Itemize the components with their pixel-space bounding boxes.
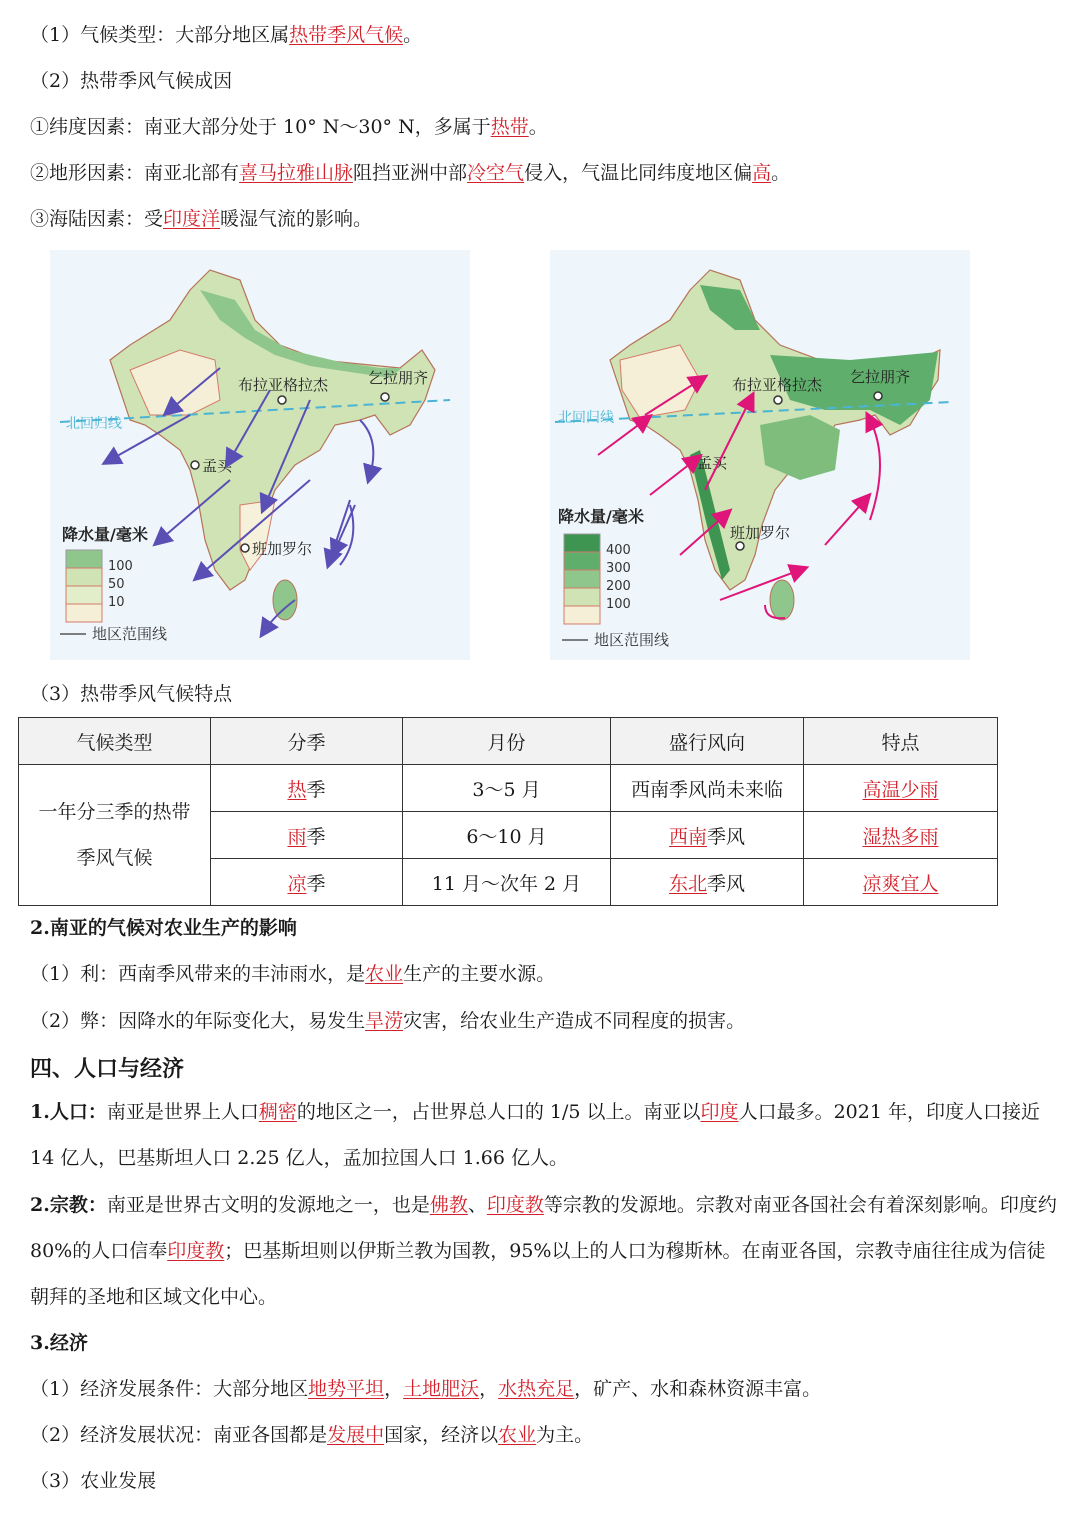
answer-blank: 旱涝 xyxy=(365,1010,404,1032)
economy-title: 3.经济 xyxy=(30,1332,88,1354)
agri-con: （2）弊：因降水的年际变化大，易发生旱涝灾害，给农业生产造成不同程度的损害。 xyxy=(30,1010,746,1032)
legend-value: 200 xyxy=(606,579,631,594)
precipitation-maps xyxy=(50,250,1030,670)
city-marker xyxy=(241,544,249,552)
answer-blank: 热带 xyxy=(490,116,529,138)
economy-conditions: （1）经济发展条件：大部分地区地势平坦，土地肥沃，水热充足，矿产、水和森林资源丰富。 xyxy=(30,1378,822,1400)
agri-pro: （1）利：西南季风带来的丰沛雨水，是农业生产的主要水源。 xyxy=(30,963,556,985)
place-label: 乞拉朋齐 xyxy=(850,368,911,386)
boundary-label: 地区范围线 xyxy=(594,631,670,649)
agri-section-title: 2.南亚的气候对农业生产的影响 xyxy=(30,917,297,939)
answer-blank: 高 xyxy=(752,162,772,184)
maps-svg xyxy=(50,250,1030,670)
season-cell: 雨季 xyxy=(211,812,403,859)
city-marker xyxy=(736,542,744,550)
causes-title: （2）热带季风气候成因 xyxy=(30,70,233,92)
answer-blank: 热带季风气候 xyxy=(289,24,404,46)
wind-cell: 东北季风 xyxy=(611,859,804,906)
legend-value: 300 xyxy=(606,561,631,576)
city-marker xyxy=(191,461,199,469)
climate-features-table xyxy=(18,717,998,906)
table-header: 分季 xyxy=(211,718,403,765)
wind-cell: 西南季风尚未来临 xyxy=(611,765,804,812)
city-marker xyxy=(874,392,882,400)
place-label: 乞拉朋齐 xyxy=(368,369,429,387)
climate-type-cell: 一年分三季的热带 季风气候 xyxy=(19,765,211,906)
wind-cell: 西南季风 xyxy=(611,812,804,859)
season-cell: 凉季 xyxy=(211,859,403,906)
legend-swatch xyxy=(564,588,600,606)
legend-swatch xyxy=(66,586,102,604)
legend-swatch xyxy=(66,604,102,622)
city-marker xyxy=(381,393,389,401)
city-marker xyxy=(278,396,286,404)
place-label: 孟买 xyxy=(697,454,728,472)
table-header-row xyxy=(19,718,998,765)
legend-title: 降水量/毫米 xyxy=(558,507,644,526)
economy-status: （2）经济发展状况：南亚各国都是发展中国家，经济以农业为主。 xyxy=(30,1424,594,1446)
answer-blank: 印度洋 xyxy=(163,208,221,230)
boundary-label: 地区范围线 xyxy=(92,625,168,643)
legend-value: 50 xyxy=(108,577,125,592)
place-label: 布拉亚格拉杰 xyxy=(238,376,329,394)
religion-paragraph: 2.宗教：南亚是世界古文明的发源地之一，也是佛教、印度教等宗教的发源地。宗教对南亚各国社会有着深刻影响。印度约 80%的人口信奉印度教；巴基斯坦则以伊斯兰教为国教，95%以上的人口为穆斯林。在南亚各国，宗教寺庙往往成为信徒朝拜的圣地和区域文化中心。 xyxy=(30,1194,1057,1308)
feature-cell: 湿热多雨 xyxy=(804,812,998,859)
answer-blank: 喜马拉雅山脉 xyxy=(239,162,354,184)
table-header: 月份 xyxy=(403,718,611,765)
table-header: 气候类型 xyxy=(19,718,211,765)
months-cell: 6～10 月 xyxy=(403,812,611,859)
agri-development-title: （3）农业发展 xyxy=(30,1470,157,1492)
latitude-factor: ①纬度因素：南亚大部分处于 10° N～30° N，多属于热带。 xyxy=(30,116,548,138)
sea-land-factor: ③海陆因素：受印度洋暖湿气流的影响。 xyxy=(30,208,373,230)
legend-value: 10 xyxy=(108,595,125,610)
tropic-label: 北回归线 xyxy=(558,410,614,426)
legend-swatch xyxy=(564,552,600,570)
terrain-factor: ②地形因素：南亚北部有喜马拉雅山脉阻挡亚洲中部冷空气侵入，气温比同纬度地区偏高。 xyxy=(30,162,791,184)
answer-blank: 冷空气 xyxy=(467,162,525,184)
place-label: 布拉亚格拉杰 xyxy=(732,376,823,394)
legend-title: 降水量/毫米 xyxy=(62,525,148,544)
summer-map xyxy=(550,250,970,660)
legend-swatch xyxy=(564,570,600,588)
sri-lanka xyxy=(770,580,794,620)
place-label: 班加罗尔 xyxy=(252,540,313,558)
legend-value: 100 xyxy=(606,597,631,612)
table-row xyxy=(19,765,998,812)
months-cell: 3～5 月 xyxy=(403,765,611,812)
legend-value: 400 xyxy=(606,543,631,558)
legend-swatch xyxy=(66,568,102,586)
months-cell: 11 月～次年 2 月 xyxy=(403,859,611,906)
table-header: 特点 xyxy=(804,718,998,765)
legend-swatch xyxy=(564,534,600,552)
place-label: 孟买 xyxy=(202,457,233,475)
population-paragraph: 1.人口：南亚是世界上人口稠密的地区之一，占世界总人口的 1/5 以上。南亚以印度人口最多。2021 年，印度人口接近 14 亿人，巴基斯坦人口 2.25 亿人，孟加拉国人口 1.66 亿人。 xyxy=(30,1101,1040,1169)
place-label: 班加罗尔 xyxy=(730,524,791,542)
legend-swatch xyxy=(66,550,102,568)
winter-map xyxy=(50,250,470,660)
section-heading: 四、人口与经济 xyxy=(30,1057,185,1082)
answer-blank: 农业 xyxy=(365,963,404,985)
climate-type-line: （1）气候类型：大部分地区属热带季风气候。 xyxy=(30,24,423,46)
tropic-label: 北回归线 xyxy=(66,416,122,432)
features-title: （3）热带季风气候特点 xyxy=(30,683,233,705)
table-header: 盛行风向 xyxy=(611,718,804,765)
city-marker xyxy=(774,396,782,404)
feature-cell: 凉爽宜人 xyxy=(804,859,998,906)
legend-value: 100 xyxy=(108,559,133,574)
season-cell: 热季 xyxy=(211,765,403,812)
legend-swatch xyxy=(564,606,600,624)
feature-cell: 高温少雨 xyxy=(804,765,998,812)
